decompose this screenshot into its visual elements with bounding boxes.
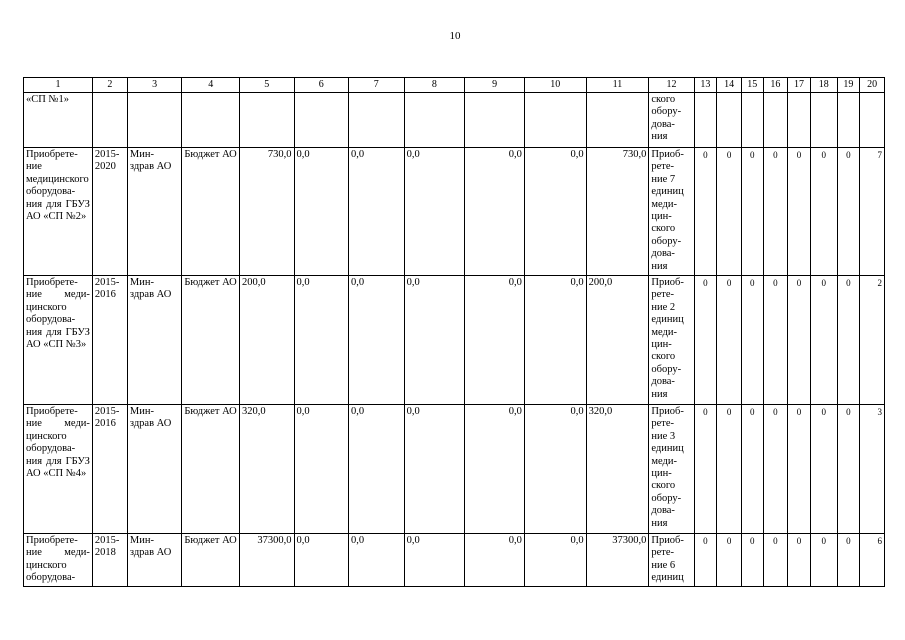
indicator-cell: 0 [741,276,763,405]
indicator-cell: 7 [860,148,885,276]
table-row [24,148,885,276]
column-number: 11 [586,78,649,93]
funding-source-cell [182,93,240,148]
funding-value-cell: 0,0 [294,534,349,587]
table-row [24,534,885,587]
indicator-cell: 0 [741,534,763,587]
indicator-cell: 0 [837,276,860,405]
column-number: 14 [717,78,742,93]
funding-value-cell: 320,0 [586,405,649,534]
executor-cell: Мин- здрав АО [127,534,182,587]
funding-value-cell: 200,0 [239,276,294,405]
indicator-cell: 0 [717,534,742,587]
funding-value-cell [294,93,349,148]
funding-value-cell [586,93,649,148]
funding-value-cell: 0,0 [294,276,349,405]
indicator-cell: 0 [837,148,860,276]
indicator-cell: 0 [741,405,763,534]
funding-source-cell: Бюджет АО [182,148,240,276]
funding-value-cell [239,93,294,148]
program-table [23,77,885,587]
indicator-cell: 0 [788,276,811,405]
funding-value-cell: 0,0 [465,276,525,405]
funding-value-cell: 0,0 [524,405,586,534]
indicator-cell: 0 [763,534,788,587]
funding-value-cell: 37300,0 [586,534,649,587]
indicator-cell: 0 [694,276,717,405]
years-cell: 2015- 2020 [92,148,127,276]
indicator-cell [694,93,717,148]
indicator-cell: 0 [837,405,860,534]
indicator-cell: 0 [788,405,811,534]
indicator-cell [860,93,885,148]
funding-source-cell: Бюджет АО [182,405,240,534]
funding-source-cell: Бюджет АО [182,276,240,405]
result-cell: Приоб- рете- ние 2 единиц меди- цин- ского обору- дова- ния [649,276,694,405]
result-cell: Приоб- рете- ние 6 единиц [649,534,694,587]
funding-value-cell: 0,0 [349,276,405,405]
column-number: 2 [92,78,127,93]
column-number: 8 [404,78,465,93]
column-number: 17 [788,78,811,93]
indicator-cell: 0 [694,534,717,587]
funding-value-cell: 0,0 [349,534,405,587]
activity-name-cell: «СП №1» [24,93,93,148]
indicator-cell: 0 [694,405,717,534]
column-number: 1 [24,78,93,93]
funding-value-cell: 0,0 [294,148,349,276]
funding-value-cell: 0,0 [404,276,465,405]
result-cell: Приоб- рете- ние 7 единиц меди- цин- ского обору- дова- ния [649,148,694,276]
funding-value-cell: 0,0 [404,534,465,587]
indicator-cell [837,93,860,148]
executor-cell: Мин- здрав АО [127,405,182,534]
indicator-cell: 0 [717,405,742,534]
activity-name-cell: Приобрете- ние меди- цинского оборудова- [24,534,93,587]
indicator-cell [741,93,763,148]
years-cell: 2015- 2016 [92,405,127,534]
funding-value-cell: 0,0 [465,148,525,276]
column-number: 3 [127,78,182,93]
executor-cell: Мин- здрав АО [127,148,182,276]
indicator-cell: 0 [837,534,860,587]
activity-name-cell: Приобрете- ние меди- цинского оборудова- ния для ГБУЗ АО «СП №3» [24,276,93,405]
funding-source-cell: Бюджет АО [182,534,240,587]
funding-value-cell [349,93,405,148]
funding-value-cell: 37300,0 [239,534,294,587]
funding-value-cell: 0,0 [294,405,349,534]
column-number: 18 [810,78,837,93]
result-cell: ского обору- дова- ния [649,93,694,148]
indicator-cell: 0 [788,148,811,276]
column-number: 5 [239,78,294,93]
indicator-cell [810,93,837,148]
indicator-cell [717,93,742,148]
column-number: 4 [182,78,240,93]
indicator-cell: 0 [810,405,837,534]
indicator-cell: 2 [860,276,885,405]
funding-value-cell: 0,0 [465,534,525,587]
indicator-cell [763,93,788,148]
indicator-cell: 3 [860,405,885,534]
funding-value-cell: 730,0 [239,148,294,276]
indicator-cell [788,93,811,148]
page-number: 10 [449,30,461,42]
activity-name-cell: Приобрете- ние меди- цинского оборудова- ния для ГБУЗ АО «СП №4» [24,405,93,534]
header-row [24,78,885,93]
indicator-cell: 6 [860,534,885,587]
indicator-cell: 0 [717,276,742,405]
indicator-cell: 0 [763,276,788,405]
executor-cell [127,93,182,148]
indicator-cell: 0 [810,276,837,405]
funding-value-cell: 0,0 [349,405,405,534]
funding-value-cell [465,93,525,148]
indicator-cell: 0 [763,405,788,534]
executor-cell: Мин- здрав АО [127,276,182,405]
activity-name-cell: Приобрете- ние медицинского оборудова- ния для ГБУЗ АО «СП №2» [24,148,93,276]
funding-value-cell [404,93,465,148]
column-number: 7 [349,78,405,93]
years-cell [92,93,127,148]
years-cell: 2015- 2018 [92,534,127,587]
indicator-cell: 0 [717,148,742,276]
column-number: 19 [837,78,860,93]
funding-value-cell: 0,0 [524,148,586,276]
funding-value-cell: 0,0 [524,276,586,405]
table-row [24,405,885,534]
column-number: 6 [294,78,349,93]
indicator-cell: 0 [741,148,763,276]
table-row [24,93,885,148]
indicator-cell: 0 [763,148,788,276]
years-cell: 2015- 2016 [92,276,127,405]
indicator-cell: 0 [788,534,811,587]
funding-value-cell: 0,0 [524,534,586,587]
column-number: 20 [860,78,885,93]
column-number: 13 [694,78,717,93]
funding-value-cell: 730,0 [586,148,649,276]
indicator-cell: 0 [694,148,717,276]
indicator-cell: 0 [810,148,837,276]
column-number: 10 [524,78,586,93]
funding-value-cell: 0,0 [465,405,525,534]
indicator-cell: 0 [810,534,837,587]
column-number: 12 [649,78,694,93]
funding-value-cell: 0,0 [404,405,465,534]
table-row [24,276,885,405]
column-number: 16 [763,78,788,93]
funding-value-cell: 320,0 [239,405,294,534]
funding-value-cell [524,93,586,148]
funding-value-cell: 0,0 [349,148,405,276]
funding-value-cell: 0,0 [404,148,465,276]
column-number: 15 [741,78,763,93]
funding-value-cell: 200,0 [586,276,649,405]
result-cell: Приоб- рете- ние 3 единиц меди- цин- ского обору- дова- ния [649,405,694,534]
column-number: 9 [465,78,525,93]
